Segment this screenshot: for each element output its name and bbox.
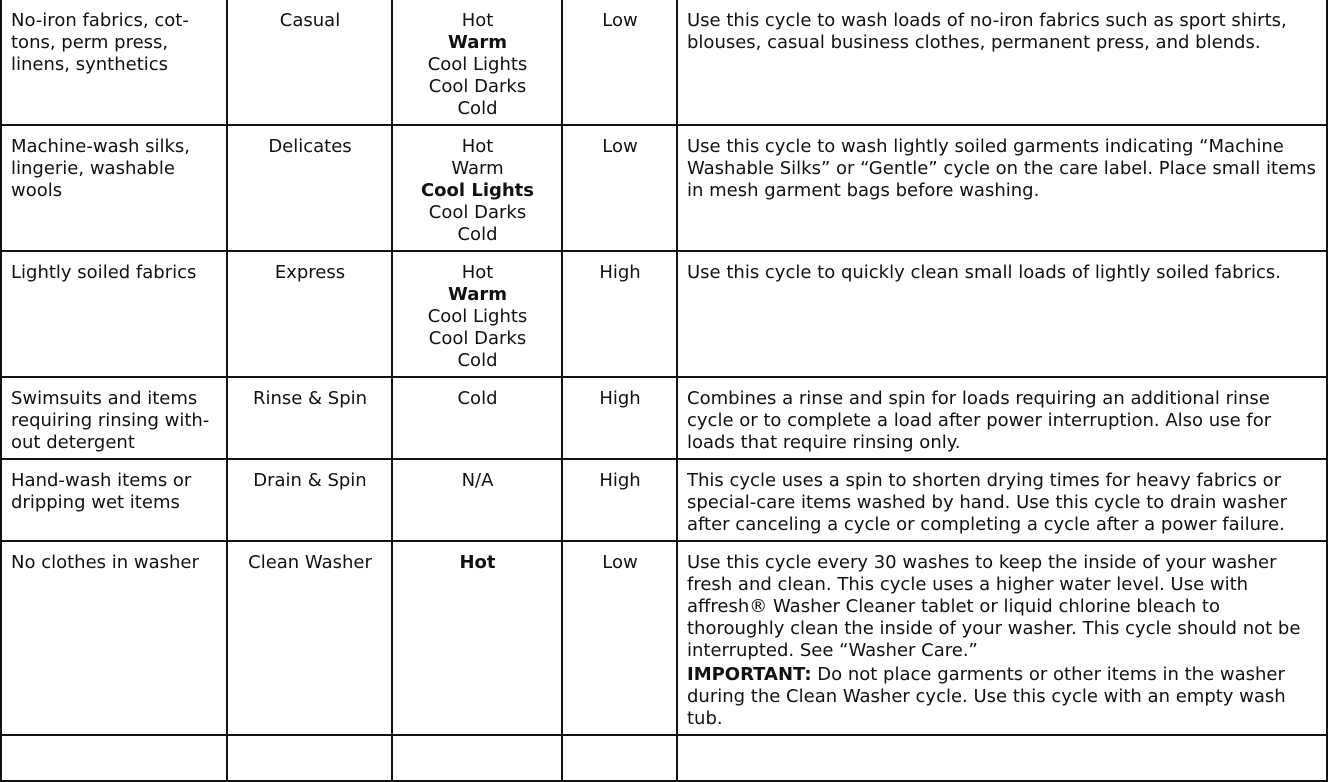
spin-speed-cell: High: [562, 251, 677, 377]
wash-temp-option: Cold: [457, 98, 498, 119]
cycle-name-cell: Express: [227, 251, 392, 377]
empty-cell: [227, 735, 392, 781]
wash-temp-option: N/A: [461, 470, 494, 491]
wash-temp-cell: [392, 0, 562, 125]
table-row: [1, 541, 1327, 735]
wash-temp-option: Cold: [457, 350, 498, 371]
wash-temp-option: Cool Lights: [427, 54, 528, 75]
wash-temp-option: Hot: [459, 552, 496, 573]
wash-temp-cell: [392, 125, 562, 251]
cycle-name-cell: Rinse & Spin: [227, 377, 392, 459]
wash-temp-option: Cool Darks: [428, 202, 527, 223]
cycle-description-cell: [677, 541, 1327, 735]
soil-type-cell: Swimsuits and items requiring rinsing with- out detergent: [1, 377, 227, 459]
wash-temp-option: Cool Lights: [420, 180, 535, 201]
wash-temp-option: Warm: [448, 32, 507, 53]
important-note: [687, 664, 1318, 730]
spin-speed-cell: Low: [562, 541, 677, 735]
soil-type-cell: No-iron fabrics, cot- tons, perm press, linens, synthetics: [1, 0, 227, 125]
soil-type-cell: Lightly soiled fabrics: [1, 251, 227, 377]
wash-temp-cell: [392, 377, 562, 459]
empty-cell: [1, 735, 227, 781]
table-row: [1, 125, 1327, 251]
cycle-description-text: Use this cycle every 30 washes to keep the inside of your washer fresh and clean. This cycle uses a higher water level. Use with affresh® Washer Cleaner tablet or liquid chlorine bleach to thoroughly clean the inside of your washer. This cycle should not be interrupted. See “Washer Care.”: [687, 552, 1301, 661]
wash-temp-option: Hot: [461, 262, 494, 283]
soil-type-cell: Machine-wash silks, lingerie, washable wools: [1, 125, 227, 251]
spin-speed-cell: Low: [562, 0, 677, 125]
table-row: [1, 0, 1327, 125]
wash-temp-option: Cool Lights: [427, 306, 528, 327]
table-row: [1, 251, 1327, 377]
wash-temp-option: Cold: [457, 224, 498, 245]
cycle-description-cell: Use this cycle to wash lightly soiled garments indicating “Machine Washable Silks” or “Gentle” cycle on the care label. Place small items in mesh garment bags before washing.: [677, 125, 1327, 251]
empty-cell: [562, 735, 677, 781]
cycle-name-cell: Delicates: [227, 125, 392, 251]
table-row: [1, 377, 1327, 459]
spin-speed-cell: Low: [562, 125, 677, 251]
wash-temp-option: Warm: [448, 284, 507, 305]
wash-temp-cell: [392, 251, 562, 377]
soil-type-cell: Hand-wash items or dripping wet items: [1, 459, 227, 541]
important-label: IMPORTANT:: [687, 664, 812, 685]
cycle-description-cell: Use this cycle to wash loads of no-iron fabrics such as sport shirts, blouses, casual business clothes, permanent press, and blends.: [677, 0, 1327, 125]
cycle-description-cell: Combines a rinse and spin for loads requiring an additional rinse cycle or to complete a load after power interruption. Also use for loads that require rinsing only.: [677, 377, 1327, 459]
table-row-continued: [1, 735, 1327, 781]
wash-temp-option: Hot: [461, 10, 494, 31]
important-text: Do not place garments or other items in the washer during the Clean Washer cycle. Use this cycle with an empty wash tub.: [687, 664, 1286, 729]
wash-temp-cell: [392, 541, 562, 735]
wash-temp-option: Cold: [457, 388, 498, 409]
cycle-name-cell: Drain & Spin: [227, 459, 392, 541]
wash-temp-option: Cool Darks: [428, 328, 527, 349]
cycle-name-cell: Casual: [227, 0, 392, 125]
cycle-description-cell: Use this cycle to quickly clean small loads of lightly soiled fabrics.: [677, 251, 1327, 377]
wash-temp-cell: [392, 459, 562, 541]
wash-temp-option: Cool Darks: [428, 76, 527, 97]
cycle-name-cell: Clean Washer: [227, 541, 392, 735]
wash-temp-option: Hot: [461, 136, 494, 157]
cycle-description-cell: This cycle uses a spin to shorten drying times for heavy fabrics or special-care items washed by hand. Use this cycle to drain washer after canceling a cycle or completing a cycle after a power failure.: [677, 459, 1327, 541]
spin-speed-cell: High: [562, 459, 677, 541]
soil-type-cell: No clothes in washer: [1, 541, 227, 735]
wash-temp-option: Warm: [451, 158, 504, 179]
empty-cell: [677, 735, 1327, 781]
table-row: [1, 459, 1327, 541]
spin-speed-cell: High: [562, 377, 677, 459]
empty-cell: [392, 735, 562, 781]
